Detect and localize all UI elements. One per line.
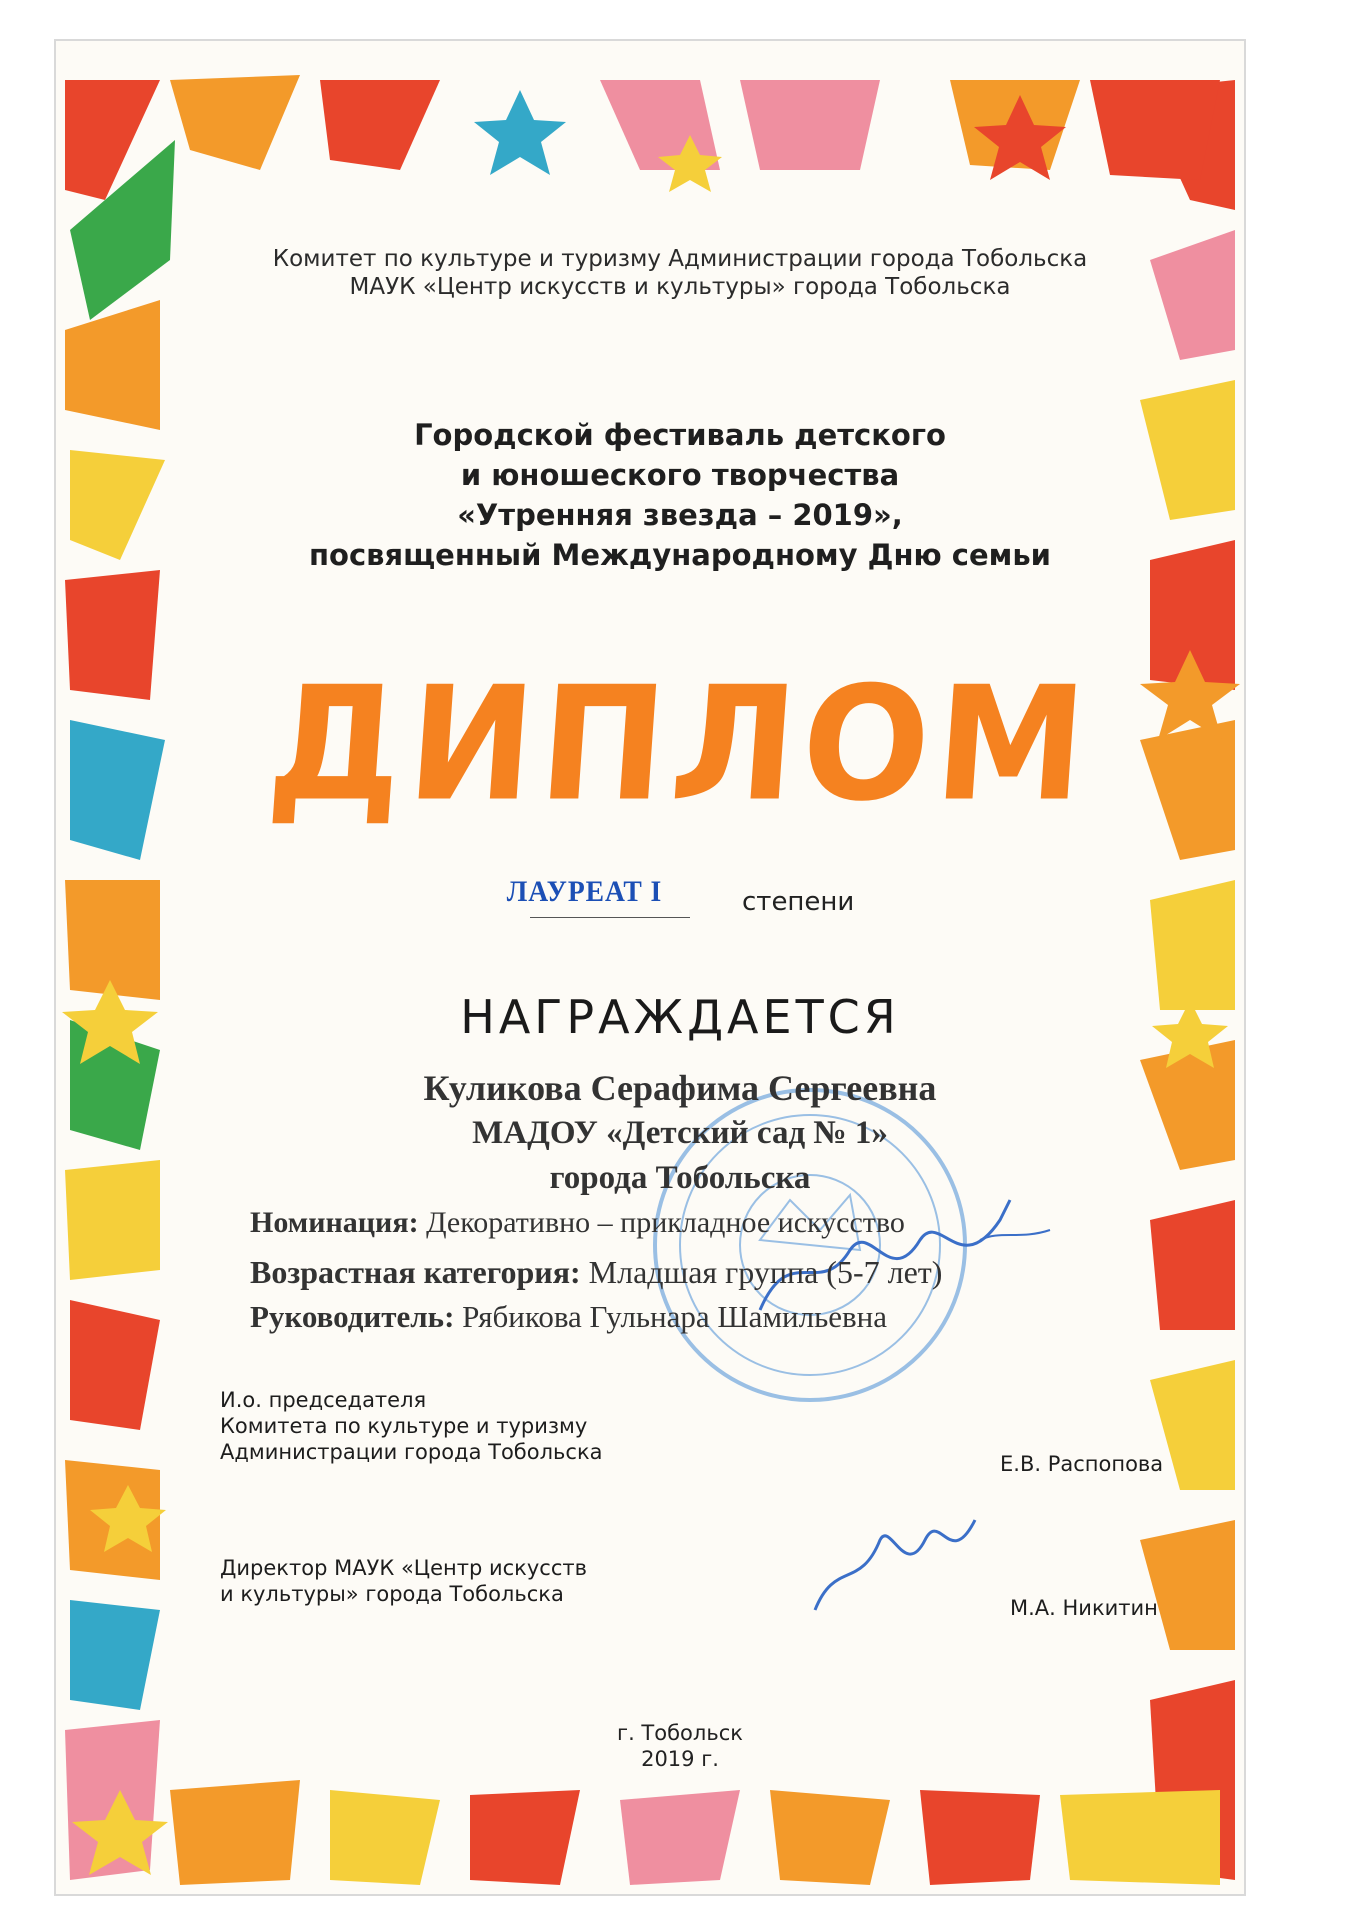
nomination-label: Номинация: xyxy=(250,1206,419,1239)
signatory-1-position-line-3: Администрации города Тобольска xyxy=(220,1440,603,1464)
signatory-1-position-line-2: Комитета по культуре и туризму xyxy=(220,1414,588,1438)
signatory-2-position xyxy=(220,1555,587,1607)
left-border-pattern xyxy=(62,80,175,1880)
recipient-org: МАДОУ «Детский сад № 1» xyxy=(472,1115,888,1151)
organizer-line-2: МАУК «Центр искусств и культуры» города Тобольска xyxy=(349,274,1011,300)
supervisor-line xyxy=(250,1299,887,1335)
degree-underline xyxy=(530,917,690,918)
age-category-value: Младшая группа (5-7 лет) xyxy=(580,1254,943,1290)
footer-city: г. Тобольск xyxy=(617,1721,743,1745)
degree-word: степени xyxy=(742,887,855,917)
festival-line-1: Городской фестиваль детского xyxy=(414,418,946,452)
age-category-label: Возрастная категория: xyxy=(250,1254,581,1290)
signatory-1-position xyxy=(220,1387,603,1465)
signatory-2-position-line-2: и культуры» города Тобольска xyxy=(220,1582,564,1606)
recipient-name: Куликова Серафима Сергеевна xyxy=(423,1068,937,1108)
recipient-city: города Тобольска xyxy=(549,1160,811,1196)
supervisor-label: Руководитель: xyxy=(250,1299,455,1334)
awarded-heading: НАГРАЖДАЕТСЯ xyxy=(460,990,900,1044)
footer-year: 2019 г. xyxy=(641,1747,719,1771)
signatory-2-name: М.А. Никитин xyxy=(1010,1596,1158,1620)
diploma-title: ДИПЛОМ xyxy=(262,653,1098,837)
diploma-content xyxy=(170,215,1190,1775)
festival-line-4: посвященный Международному Дню семьи xyxy=(308,538,1052,572)
festival-line-2: и юношеского творчества xyxy=(460,458,900,492)
degree-handwritten: ЛАУРЕАТ I xyxy=(506,875,663,908)
degree-field xyxy=(490,875,690,925)
supervisor-value: Рябикова Гульнара Шамильевна xyxy=(454,1299,887,1334)
festival-line-3: «Утренняя звезда – 2019», xyxy=(457,498,903,532)
signatory-2-position-line-1: Директор МАУК «Центр искусств xyxy=(220,1556,587,1580)
organizer-line-1: Комитет по культуре и туризму Администрации города Тобольска xyxy=(272,246,1088,272)
signatory-1-position-line-1: И.о. председателя xyxy=(220,1388,427,1412)
nomination-line xyxy=(250,1205,905,1240)
age-category-line xyxy=(250,1253,942,1291)
nomination-value: Декоративно – прикладное искусство xyxy=(418,1206,905,1239)
signatory-1-name: Е.В. Распопова xyxy=(1000,1452,1164,1476)
